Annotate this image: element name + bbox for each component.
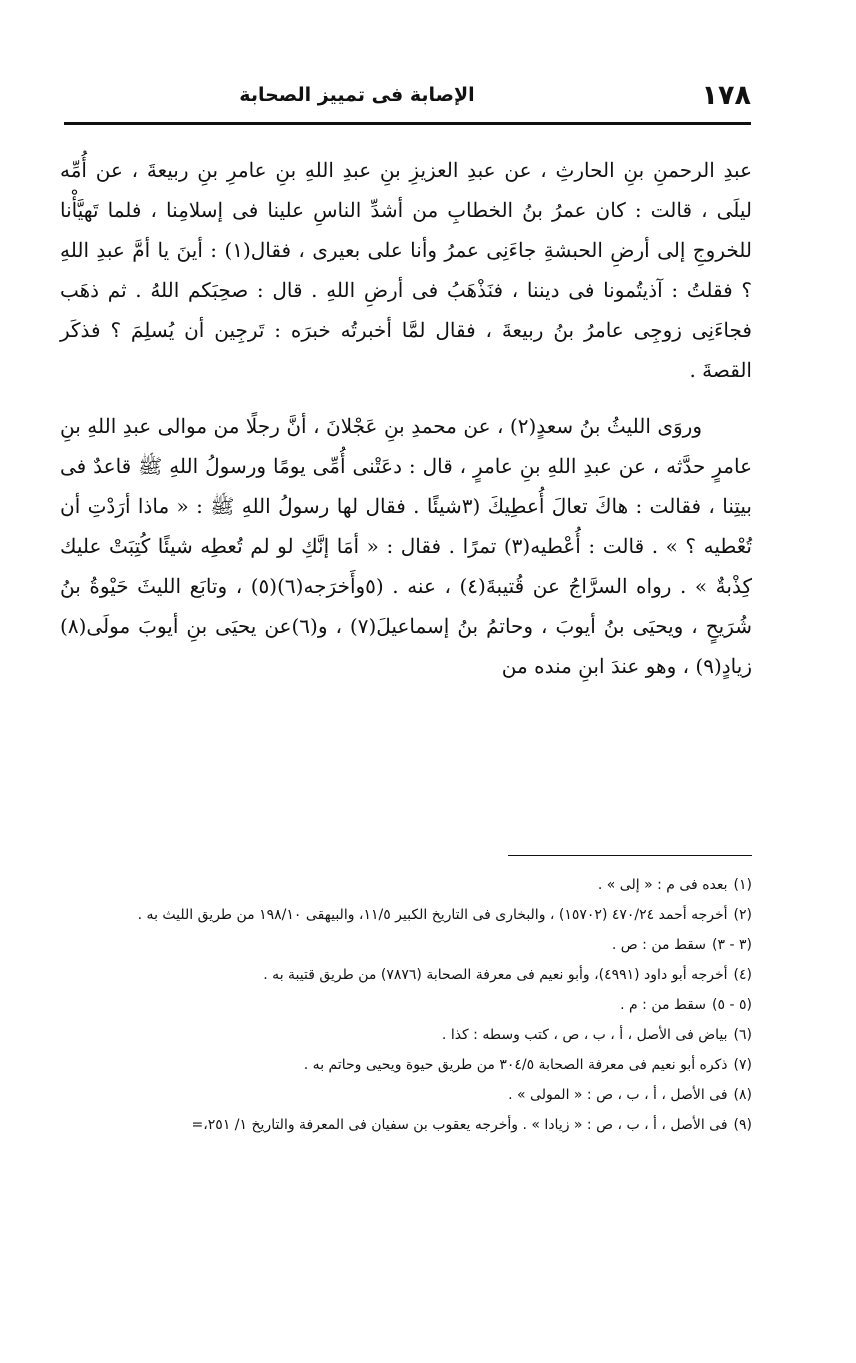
footnote-number: (٨): [733, 1087, 752, 1103]
footnote: [60, 990, 752, 1020]
footnote-number: (٢): [733, 907, 752, 923]
footnote-text: سقط من : م .: [620, 997, 707, 1013]
paragraph-1: عبدِ الرحمنِ بنِ الحارثِ ، عن عبدِ العزيزِ بنِ عبدِ اللهِ بنِ عامرِ بنِ ربيعةَ ، عن أُمِّه ليلَى ، قالت : كان عمرُ بنُ الخطابِ من أشدِّ الناسِ علينا فى إسلامِنا ، فلما تَهيَّأْنا للخروجِ إلى أرضِ الحبشةِ جاءَنِى عمرُ وأنا على بعيرى ، فقال(١) : أينَ يا أمَّ عبدِ اللهِ ؟ فقلتُ : آذيتُمونا فى ديننا ، فنَذْهَبُ فى أرضِ اللهِ . قال : صحِبَكم اللهُ . ثم ذهَب فجاءَنِى زوجِى عامرُ بنُ ربيعةَ ، فقال لمَّا أخبرتُه خبرَه : تَرجِين أن يُسلِمَ ؟ فذكَر القصةَ .: [60, 158, 752, 382]
footnote-number: (٣ - ٣): [712, 937, 752, 953]
footnote: [60, 1080, 752, 1110]
main-text: [60, 150, 752, 686]
footnote: [60, 900, 752, 930]
footnote-text: أخرجه أحمد ٤٧٠/٢٤ (١٥٧٠٢) ، والبخارى فى التاريخ الكبير ١١/٥، والبيهقى ١٩٨/١٠ من طريق الليث به .: [137, 907, 728, 923]
footnote-number: (٤): [733, 967, 752, 983]
footnote-number: (٥ - ٥): [712, 997, 752, 1013]
paragraph-2: وروَى الليثُ بنُ سعدٍ(٢) ، عن محمدِ بنِ عَجْلانَ ، أنَّ رجلًا من موالى عبدِ اللهِ بنِ عامرٍ حدَّثه ، عن عبدِ اللهِ بنِ عامرٍ ، قال : دعَتْنى أُمِّى يومًا ورسولُ اللهِ ﷺ قاعدٌ فى بيتِنا ، فقالت : هاكَ تعالَ أُعطِيكَ (٣شيئًا . فقال لها رسولُ اللهِ ﷺ : « ماذا أرَدْتِ أن تُعْطيه ؟ » . قالت : أُعْطيه(٣) تمرًا . فقال : « أمَا إنَّكِ لو لم تُعطِه شيئًا كُتِبَتْ عليك كِذْبةٌ » . رواه السرَّاجُ عن قُتيبةَ(٤) ، عنه . (٥وأَخرَجه(٦)(٥) ، وتابَع الليثَ حَيْوةُ بنُ شُرَيحٍ ، ويحيَى بنُ أيوبَ ، وحاتمُ بنُ إسماعيلَ(٧) ، و(٦)عن يحيَى بنِ أيوبَ مولَى(٨) زيادٍ(٩) ، وهو عندَ ابنِ منده من: [60, 414, 752, 678]
footnote-number: (٦): [733, 1027, 752, 1043]
header-rule: [64, 122, 751, 125]
footnote-text: بياض فى الأصل ، أ ، ب ، ص ، كتب وسطه : كذا .: [441, 1027, 728, 1043]
footnote-number: (٩): [733, 1117, 752, 1133]
footnote: [60, 1050, 752, 1080]
footnote: [60, 960, 752, 990]
footnote-text: ذكره أبو نعيم فى معرفة الصحابة ٣٠٤/٥ من طريق حيوة ويحيى وحاتم به .: [303, 1057, 728, 1073]
footnotes: [60, 870, 752, 1140]
footnote-number: (١): [733, 877, 752, 893]
footnote-text: سقط من : ص .: [611, 937, 707, 953]
footnote: [60, 930, 752, 960]
footnote: [60, 1020, 752, 1050]
footnote-text: فى الأصل ، أ ، ب ، ص : « زيادا » . وأخرجه يعقوب بن سفيان فى المعرفة والتاريخ ١/ ٢٥١،=: [191, 1117, 728, 1133]
footnote-separator: [508, 855, 752, 856]
footnote: [60, 870, 752, 900]
running-title: الإصابة فى تمييز الصحابة: [239, 84, 475, 106]
footnote-text: بعده فى م : « إلى » .: [597, 877, 728, 893]
footnote-text: أخرجه أبو داود (٤٩٩١)، وأبو نعيم فى معرفة الصحابة (٧٨٧٦) من طريق قتيبة به .: [263, 967, 728, 983]
page-header: [64, 78, 751, 118]
footnote-number: (٧): [733, 1057, 752, 1073]
footnote-text: فى الأصل ، أ ، ب ، ص : « المولى » .: [508, 1087, 728, 1103]
footnote: [60, 1110, 752, 1140]
page-number: ١٧٨: [701, 80, 751, 111]
